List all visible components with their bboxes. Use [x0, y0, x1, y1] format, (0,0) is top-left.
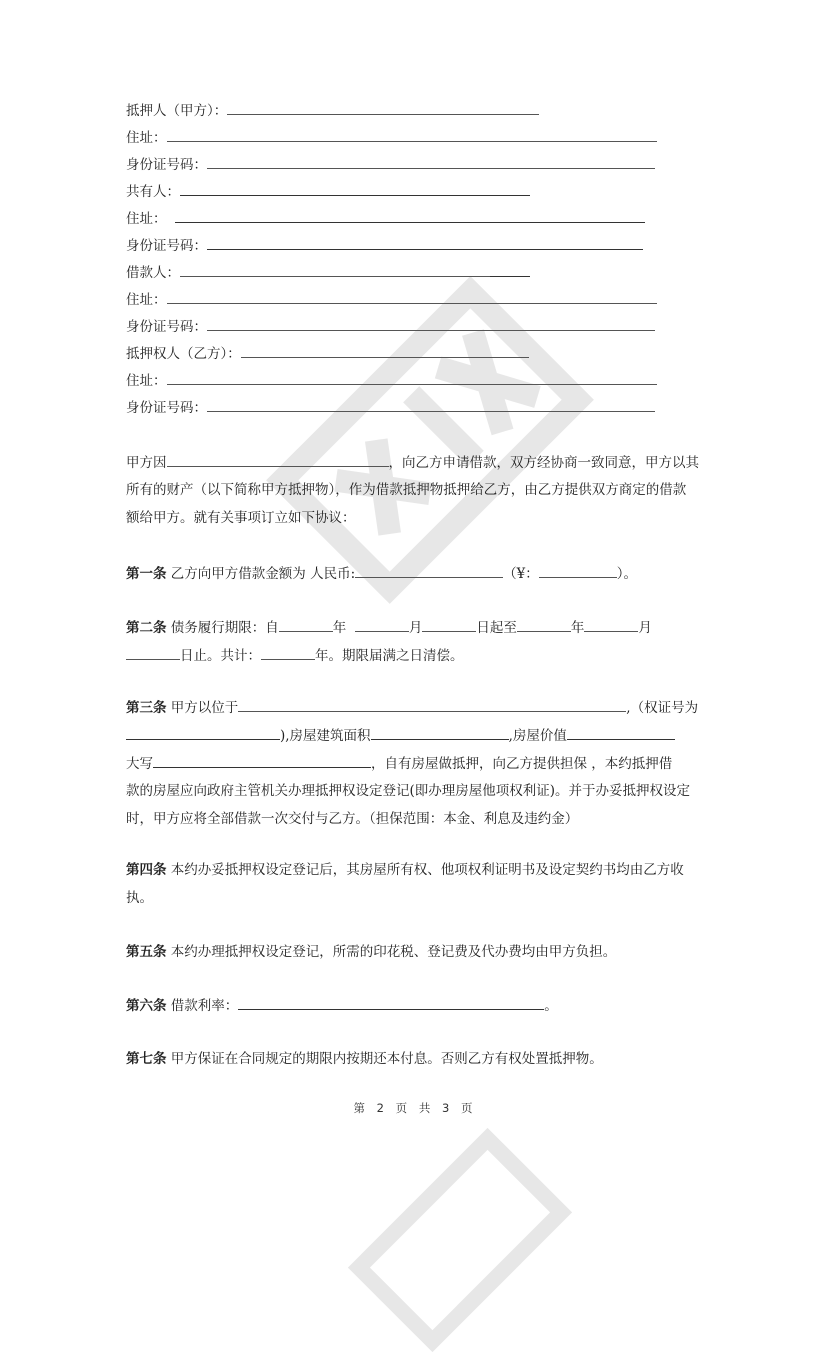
article-text: 日止。共计： [180, 648, 261, 664]
party-row [126, 235, 643, 256]
loan-amount-numeric-field[interactable] [539, 563, 617, 578]
article-text: 年。期限届满之日清偿。 [315, 648, 464, 664]
field-label: 身份证号码： [126, 400, 207, 416]
article-text: ,房屋价值 [508, 728, 567, 744]
intro-line: 额给甲方。就有关事项订立如下协议： [126, 510, 356, 526]
article-text: 月 [638, 620, 652, 636]
building-area-field[interactable] [371, 725, 509, 740]
co-owner-address-field[interactable] [175, 208, 645, 223]
mortgagee-id-field[interactable] [207, 397, 655, 412]
end-year-field[interactable] [517, 617, 571, 632]
page-number: 第 2 页 共 3 页 [353, 1101, 477, 1115]
field-label: 身份证号码： [126, 157, 207, 173]
article-text: ),房屋建筑面积 [280, 728, 371, 744]
party-row [126, 100, 539, 121]
article-text: 月 [408, 620, 423, 636]
borrower-id-field[interactable] [207, 316, 655, 331]
article-text: 债务履行期限：自 [166, 620, 279, 636]
intro-text: 甲方因 [126, 455, 167, 471]
article-text: 。 [544, 998, 558, 1014]
article-title: 第四条 [126, 862, 167, 878]
field-label: 住址： [126, 292, 167, 308]
article-text: 乙方向甲方借款金额为 人民币: [166, 566, 356, 582]
certificate-number-field[interactable] [126, 725, 280, 740]
mortgagor-id-field[interactable] [207, 154, 655, 169]
mortgagor-address-field[interactable] [167, 127, 657, 142]
article-2 [126, 617, 652, 638]
article-text: 本约办妥抵押权设定登记后，其房屋所有权、他项权利证明书及设定契约书均由乙方收 [166, 862, 684, 878]
article-6 [126, 995, 558, 1016]
article-text: 日起至 [476, 620, 517, 636]
total-years-field[interactable] [261, 645, 315, 660]
article-title: 第一条 [126, 566, 167, 582]
borrower-name-field[interactable] [180, 262, 490, 277]
field-label: 住址： [126, 373, 167, 389]
co-owner-id-field[interactable] [207, 235, 643, 250]
end-month-field[interactable] [584, 617, 638, 632]
field-label: 借款人： [126, 265, 180, 281]
mortgagee-address-field[interactable] [167, 370, 657, 385]
party-row [126, 343, 529, 364]
article-3-line5: 时，甲方应将全部借款一次交付与乙方。（担保范围：本金、利息及违约金） [126, 811, 579, 827]
article-text: 年 [332, 620, 347, 636]
article-3-line2 [126, 725, 675, 746]
start-month-field[interactable] [355, 617, 409, 632]
article-title: 第三条 [126, 700, 167, 716]
article-text: ）。 [616, 566, 637, 582]
end-day-field[interactable] [126, 645, 180, 660]
article-text: （¥： [503, 566, 539, 582]
party-row [126, 316, 655, 337]
field-label: 抵押人（甲方）： [126, 103, 228, 119]
party-row [126, 289, 657, 310]
party-row [126, 127, 657, 148]
value-in-words-field[interactable] [153, 753, 371, 768]
article-3 [126, 697, 698, 718]
party-row [126, 370, 657, 391]
intro-text: ，向乙方申请借款，双方经协商一致同意，甲方以其 [388, 455, 699, 471]
field-label: 共有人： [126, 184, 180, 200]
article-7 [126, 1049, 603, 1069]
party-row [126, 208, 645, 229]
article-5 [126, 942, 616, 962]
article-1 [126, 563, 637, 584]
start-day-field[interactable] [422, 617, 476, 632]
underline-segment [490, 262, 530, 277]
field-label: 身份证号码： [126, 238, 207, 254]
intro-line [126, 452, 699, 473]
article-3-line4: 款的房屋应向政府主管机关办理抵押权设定登记(即办理房屋他项权利证)。并于办妥抵押权设定 [126, 783, 691, 799]
article-text: 本约办理抵押权设定登记，所需的印花税、登记费及代办费均由甲方负担。 [166, 944, 617, 960]
article-4-cont: 执。 [126, 890, 153, 906]
article-text: 年 [570, 620, 585, 636]
party-row [126, 262, 530, 283]
party-row [126, 154, 655, 175]
watermark-stamp-icon [330, 1110, 590, 1370]
article-title: 第二条 [126, 620, 167, 636]
article-text: 甲方以位于 [166, 700, 239, 716]
article-title: 第五条 [126, 944, 167, 960]
field-label: 身份证号码： [126, 319, 207, 335]
field-label: 住址： [126, 211, 167, 227]
borrower-address-field[interactable] [167, 289, 657, 304]
article-2-cont [126, 645, 464, 666]
article-4 [126, 860, 684, 880]
article-text: 借款利率： [166, 998, 239, 1014]
start-year-field[interactable] [279, 617, 333, 632]
intro-line: 所有的财产（以下简称甲方抵押物），作为借款抵押物抵押给乙方，由乙方提供双方商定的借款 [126, 482, 687, 498]
article-text: ，自有房屋做抵押，向乙方提供担保 ，本约抵押借 [371, 756, 673, 772]
mortgagor-name-field[interactable] [227, 100, 539, 115]
interest-rate-field[interactable] [238, 995, 544, 1010]
co-owner-name-field[interactable] [180, 181, 530, 196]
party-row [126, 397, 655, 418]
article-text: 甲方保证在合同规定的期限内按期还本付息。否则乙方有权处置抵押物。 [166, 1051, 603, 1067]
field-label: 住址： [126, 130, 167, 146]
loan-reason-field[interactable] [167, 452, 389, 467]
article-text: 大写 [126, 756, 153, 772]
mortgagee-name-field[interactable] [241, 343, 529, 358]
article-title: 第七条 [126, 1051, 167, 1067]
article-text: ,（权证号为 [626, 700, 699, 716]
article-title: 第六条 [126, 998, 167, 1014]
loan-amount-rmb-field[interactable] [355, 563, 503, 578]
party-row [126, 181, 530, 202]
property-location-field[interactable] [238, 697, 626, 712]
article-3-line3 [126, 753, 672, 774]
property-value-field[interactable] [567, 725, 675, 740]
field-label: 抵押权人（乙方）： [126, 346, 241, 362]
